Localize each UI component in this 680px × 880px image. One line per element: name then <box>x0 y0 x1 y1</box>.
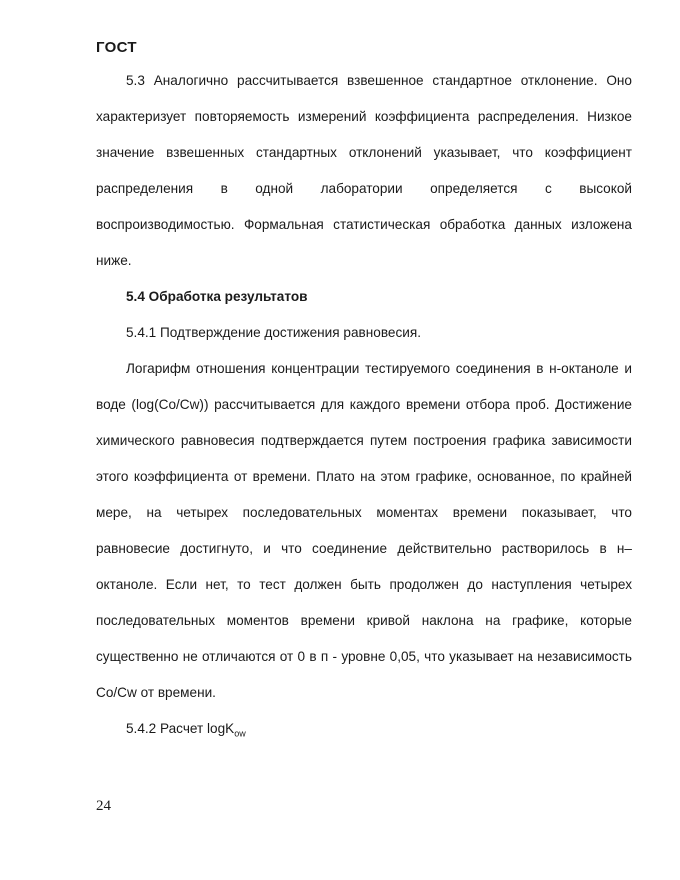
kow-symbol: K <box>225 721 235 736</box>
paragraph-equilibrium: Логарифм отношения концентрации тестируемого соединения в н-октаноле и воде (log(Co/Cw)) рассчитывается для каждого времени отбора проб. Достижение химического равновесия подтверждается путем построения графика зависимости этого коэффициента от времени. Плато на этом графике, основанное, по крайней мере, на четырех последовательных моментах времени показывает, что равновесие достигнуто, и что соединение действительно растворилось в н–октаноле. Если нет, то тест должен быть продолжен до наступления четырех последовательных моментов времени кривой наклона на графике, которые существенно не отличаются от 0 в п - уровне 0,05, что указывает на независимость Co/Cw от времени. <box>96 361 632 700</box>
paragraph-5-3: 5.3 Аналогично рассчитывается взвешенное стандартное отклонение. Оно характеризует повторяемость измерений коэффициента распределения. Низкое значение взвешенных стандартных отклонений указывает, что коэффициент распределения в одной лаборатории определяется с высокой воспроизводимостью. Формальная статистическая обработка данных изложена ниже. <box>96 73 632 268</box>
document-body <box>96 63 632 752</box>
paragraph-5-4-2 <box>96 711 632 752</box>
kow-subscript: ow <box>234 728 246 739</box>
page-number: 24 <box>96 798 111 814</box>
document-header: ГОСТ <box>96 39 137 56</box>
paragraph-5-4-1: 5.4.1 Подтверждение достижения равновесия. <box>126 325 421 340</box>
section-heading-5-4: 5.4 Обработка результатов <box>126 289 308 304</box>
paragraph-5-4-2-prefix: 5.4.2 Расчет log <box>126 721 226 736</box>
